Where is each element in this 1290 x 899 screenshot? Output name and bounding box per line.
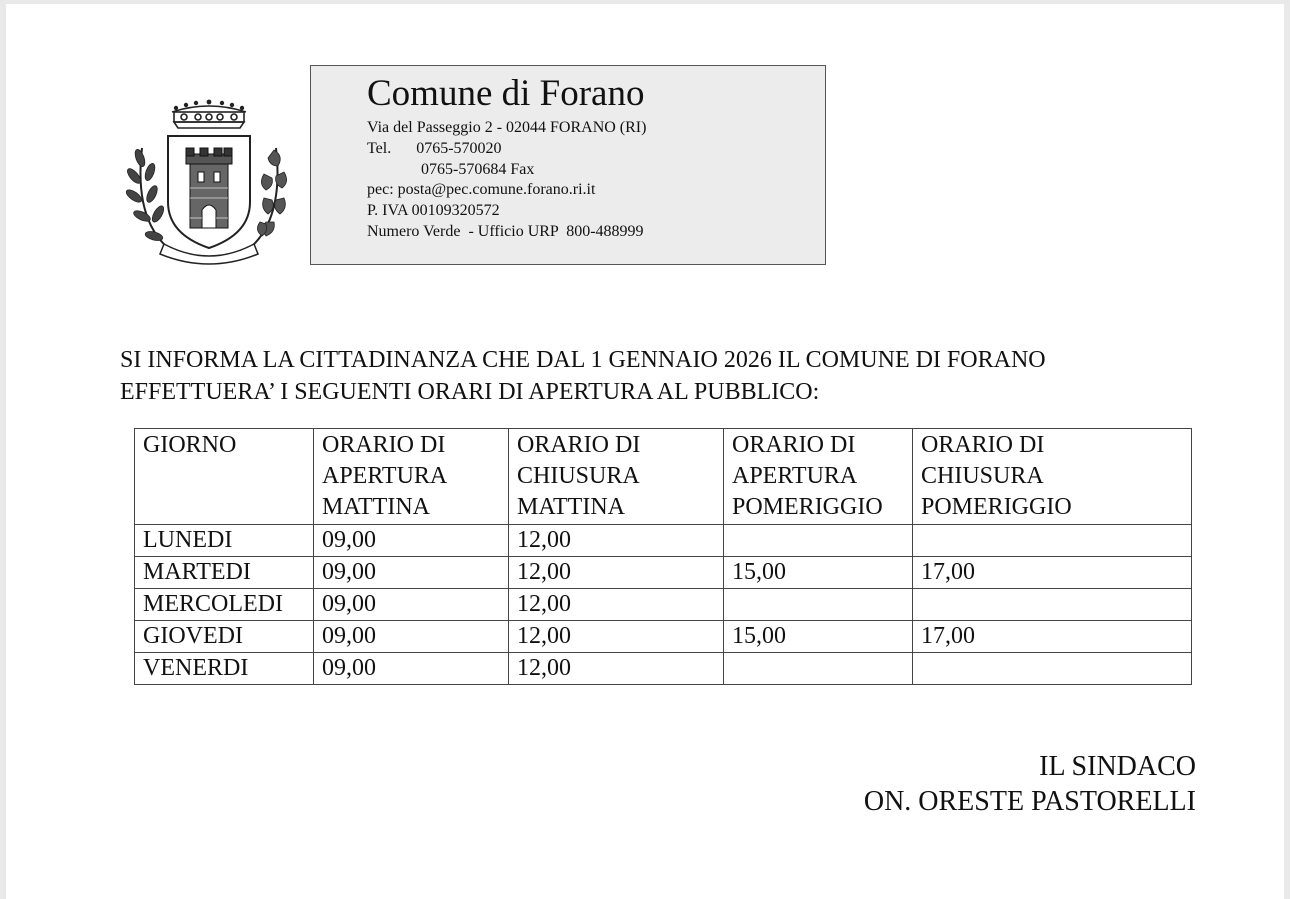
table-row [135, 525, 1192, 557]
signature-block [864, 749, 1196, 819]
time-cell: 12,00 [509, 525, 724, 557]
table-row [135, 621, 1192, 653]
time-cell [724, 589, 913, 621]
column-header-apertura-pomeriggio: ORARIO DI APERTURA POMERIGGIO [724, 429, 913, 525]
time-cell [724, 525, 913, 557]
time-cell: 17,00 [913, 621, 1192, 653]
time-cell [724, 653, 913, 685]
notice-line-2: EFFETTUERA’ I SEGUENTI ORARI DI APERTURA AL PUBBLICO: [120, 379, 820, 405]
time-cell: 12,00 [509, 589, 724, 621]
time-cell: 12,00 [509, 621, 724, 653]
document-page [6, 4, 1284, 899]
column-header-giorno: GIORNO [135, 429, 314, 525]
time-cell [913, 653, 1192, 685]
column-header-apertura-mattina: ORARIO DI APERTURA MATTINA [314, 429, 509, 525]
fax-number: 0765-570684 Fax [421, 160, 535, 178]
time-cell: 12,00 [509, 557, 724, 589]
time-cell: 09,00 [314, 557, 509, 589]
day-cell: VENERDI [135, 653, 314, 685]
column-header-chiusura-pomeriggio: ORARIO DI CHIUSURA POMERIGGIO [913, 429, 1192, 525]
toll-free-line: Numero Verde - Ufficio URP 800-488999 [367, 222, 644, 240]
day-cell: MARTEDI [135, 557, 314, 589]
signatory-role: IL SINDACO [1039, 751, 1196, 782]
time-cell: 15,00 [724, 557, 913, 589]
day-cell: LUNEDI [135, 525, 314, 557]
vat-line: P. IVA 00109320572 [367, 202, 500, 220]
municipality-title: Comune di Forano [367, 73, 645, 114]
signatory-name: ON. ORESTE PASTORELLI [863, 786, 1196, 817]
coat-of-arms-emblem [124, 98, 294, 270]
time-cell [913, 589, 1192, 621]
table-row [135, 653, 1192, 685]
phone-label: Tel. [367, 139, 392, 157]
time-cell: 09,00 [314, 621, 509, 653]
opening-hours-table [134, 428, 1192, 685]
table-header-row [135, 429, 1192, 525]
notice-line-1: SI INFORMA LA CITTADINANZA CHE DAL 1 GENNAIO 2026 IL COMUNE DI FORANO [120, 347, 1046, 373]
time-cell: 15,00 [724, 621, 913, 653]
address-line: Via del Passeggio 2 - 02044 FORANO (RI) [367, 119, 647, 136]
public-notice [120, 344, 1046, 408]
time-cell [913, 525, 1192, 557]
contact-info [367, 118, 646, 243]
table-row [135, 589, 1192, 621]
table-row [135, 557, 1192, 589]
day-cell: MERCOLEDI [135, 589, 314, 621]
fax-line [367, 160, 646, 181]
time-cell: 09,00 [314, 589, 509, 621]
time-cell: 12,00 [509, 653, 724, 685]
day-cell: GIOVEDI [135, 621, 314, 653]
column-header-chiusura-mattina: ORARIO DI CHIUSURA MATTINA [509, 429, 724, 525]
time-cell: 17,00 [913, 557, 1192, 589]
time-cell: 09,00 [314, 653, 509, 685]
pec-line: pec: posta@pec.comune.forano.ri.it [367, 181, 596, 199]
phone-number: 0765-570020 [416, 139, 502, 157]
time-cell: 09,00 [314, 525, 509, 557]
header-info-box [310, 65, 826, 265]
phone-line [367, 139, 646, 160]
